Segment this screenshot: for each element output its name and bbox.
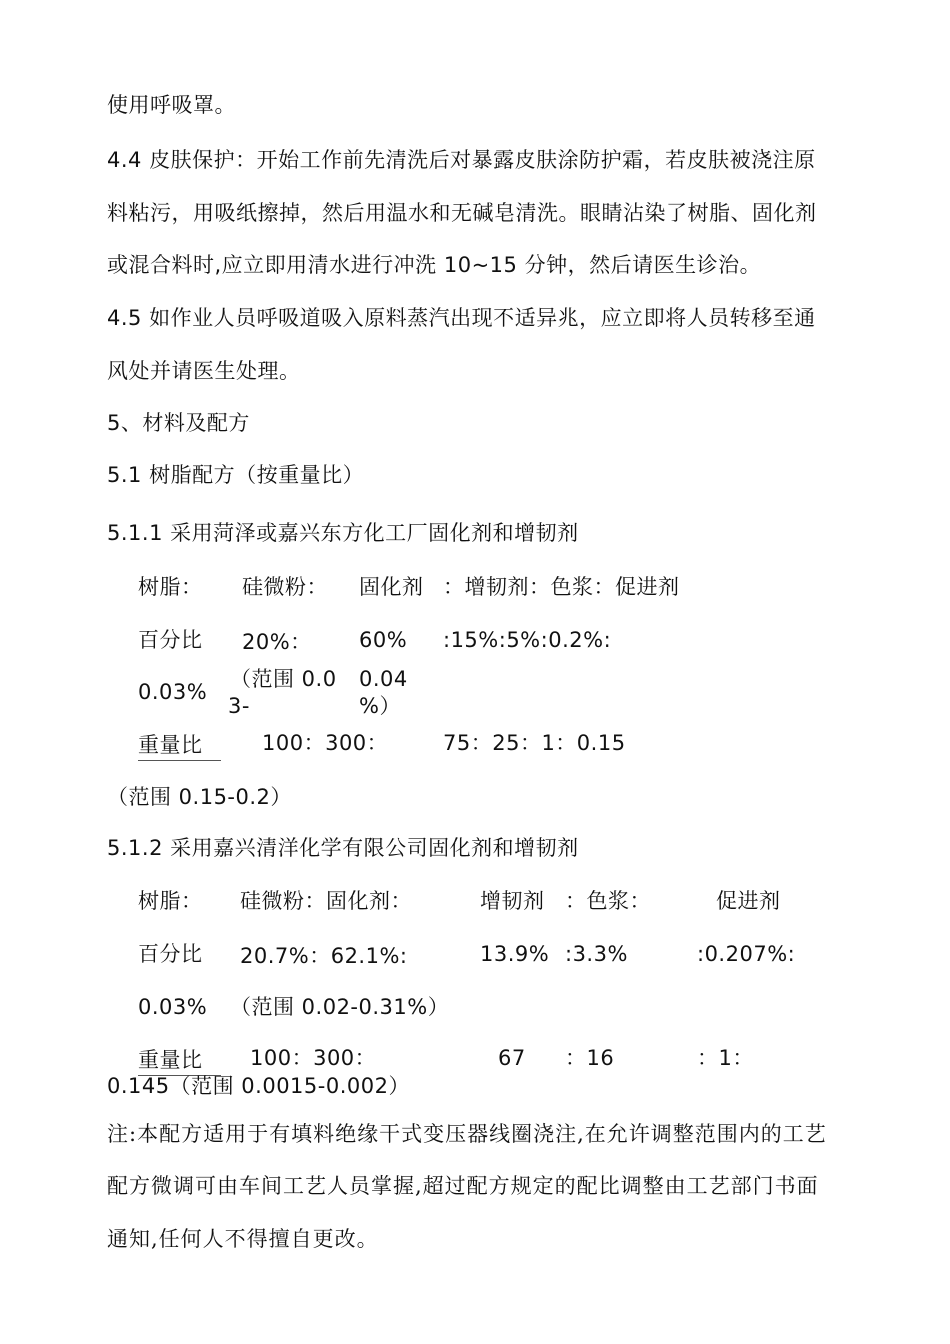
- section-heading: 5、材料及配方: [107, 411, 250, 435]
- paragraph-line: 4.4 皮肤保护：开始工作前先清洗后对暴露皮肤涂防护霜，若皮肤被浇注原: [107, 148, 816, 172]
- note-line: 配方微调可由车间工艺人员掌握,超过配方规定的配比调整由工艺部门书面: [107, 1174, 819, 1198]
- table2-weight-label: 重量比: [138, 1047, 221, 1076]
- table1-weight-label: 重量比: [138, 732, 221, 761]
- table1-header-silica: 硅微粉：: [242, 575, 328, 599]
- table2-header-toughener: 增韧剂: [480, 889, 545, 913]
- table1-weight-a: 100：300：: [262, 731, 389, 755]
- table2-percent-d: :0.207%:: [697, 942, 796, 966]
- table1-header-resin: 树脂：: [138, 575, 203, 599]
- table2-percent-a: 20.7%：62.1%:: [240, 944, 408, 968]
- table2-weight-last: 0.145（范围 0.0015-0.002）: [107, 1074, 410, 1098]
- table1-range-b-line1: 0.04: [359, 667, 408, 691]
- paragraph-line: 4.5 如作业人员呼吸道吸入原料蒸汽出现不适异兆，应立即将人员转移至通: [107, 306, 816, 330]
- note-line: 通知,任何人不得擅自更改。: [107, 1227, 379, 1251]
- table1-header-curing: 固化剂: [359, 575, 424, 599]
- paragraph-line: 风处并请医生处理。: [107, 359, 301, 383]
- table2-header-silica-curing: 硅微粉：固化剂：: [240, 889, 412, 913]
- table2-weight-a: 100：300：: [250, 1046, 377, 1070]
- table1-weight-b: 75：25：1：0.15: [443, 731, 626, 755]
- table1-percent-label: 百分比: [138, 628, 203, 652]
- table2-header-color: ：色浆：: [565, 889, 651, 913]
- note-line: 注:本配方适用于有填料绝缘干式变压器线圈浇注,在允许调整范围内的工艺: [107, 1122, 827, 1146]
- table2-weight-c: ：16: [565, 1046, 615, 1070]
- table1-range-a-line1: （范围 0.0: [230, 667, 337, 691]
- table1-percent-rest: :15%:5%:0.2%:: [443, 628, 612, 652]
- table2-percent-b: 13.9%: [480, 942, 550, 966]
- table1-percent-last: 0.03%: [138, 680, 208, 704]
- paragraph-line: 料粘污，用吸纸擦掉，然后用温水和无碱皂清洗。眼睛沾染了树脂、固化剂: [107, 201, 817, 225]
- table2-percent-c: :3.3%: [565, 942, 628, 966]
- table1-range-a-line2: 3-: [228, 694, 250, 718]
- table1-range-b-line2: %）: [359, 694, 401, 718]
- table2-header-resin: 树脂：: [138, 889, 203, 913]
- section-heading: 5.1 树脂配方（按重量比）: [107, 463, 365, 487]
- table2-percent-last: 0.03%: [138, 995, 208, 1019]
- table1-header-rest: ：增韧剂：色浆：促进剂: [443, 575, 680, 599]
- section-heading: 5.1.1 采用菏泽或嘉兴东方化工厂固化剂和增韧剂: [107, 521, 579, 545]
- table1-percent-curing: 60%: [359, 628, 408, 652]
- paragraph-line: 使用呼吸罩。: [107, 93, 236, 117]
- table1-percent-silica: 20%：: [242, 630, 312, 654]
- table2-weight-d: ：1：: [697, 1046, 754, 1070]
- table2-percent-range: （范围 0.02-0.31%）: [230, 995, 450, 1019]
- table2-percent-label: 百分比: [138, 942, 203, 966]
- paragraph-line: 或混合料时,应立即用清水进行冲洗 10~15 分钟，然后请医生诊治。: [107, 253, 762, 277]
- section-heading: 5.1.2 采用嘉兴清洋化学有限公司固化剂和增韧剂: [107, 836, 579, 860]
- table2-weight-b: 67: [498, 1046, 526, 1070]
- table1-range-after: （范围 0.15-0.2）: [107, 785, 292, 809]
- table2-header-accelerator: 促进剂: [716, 889, 781, 913]
